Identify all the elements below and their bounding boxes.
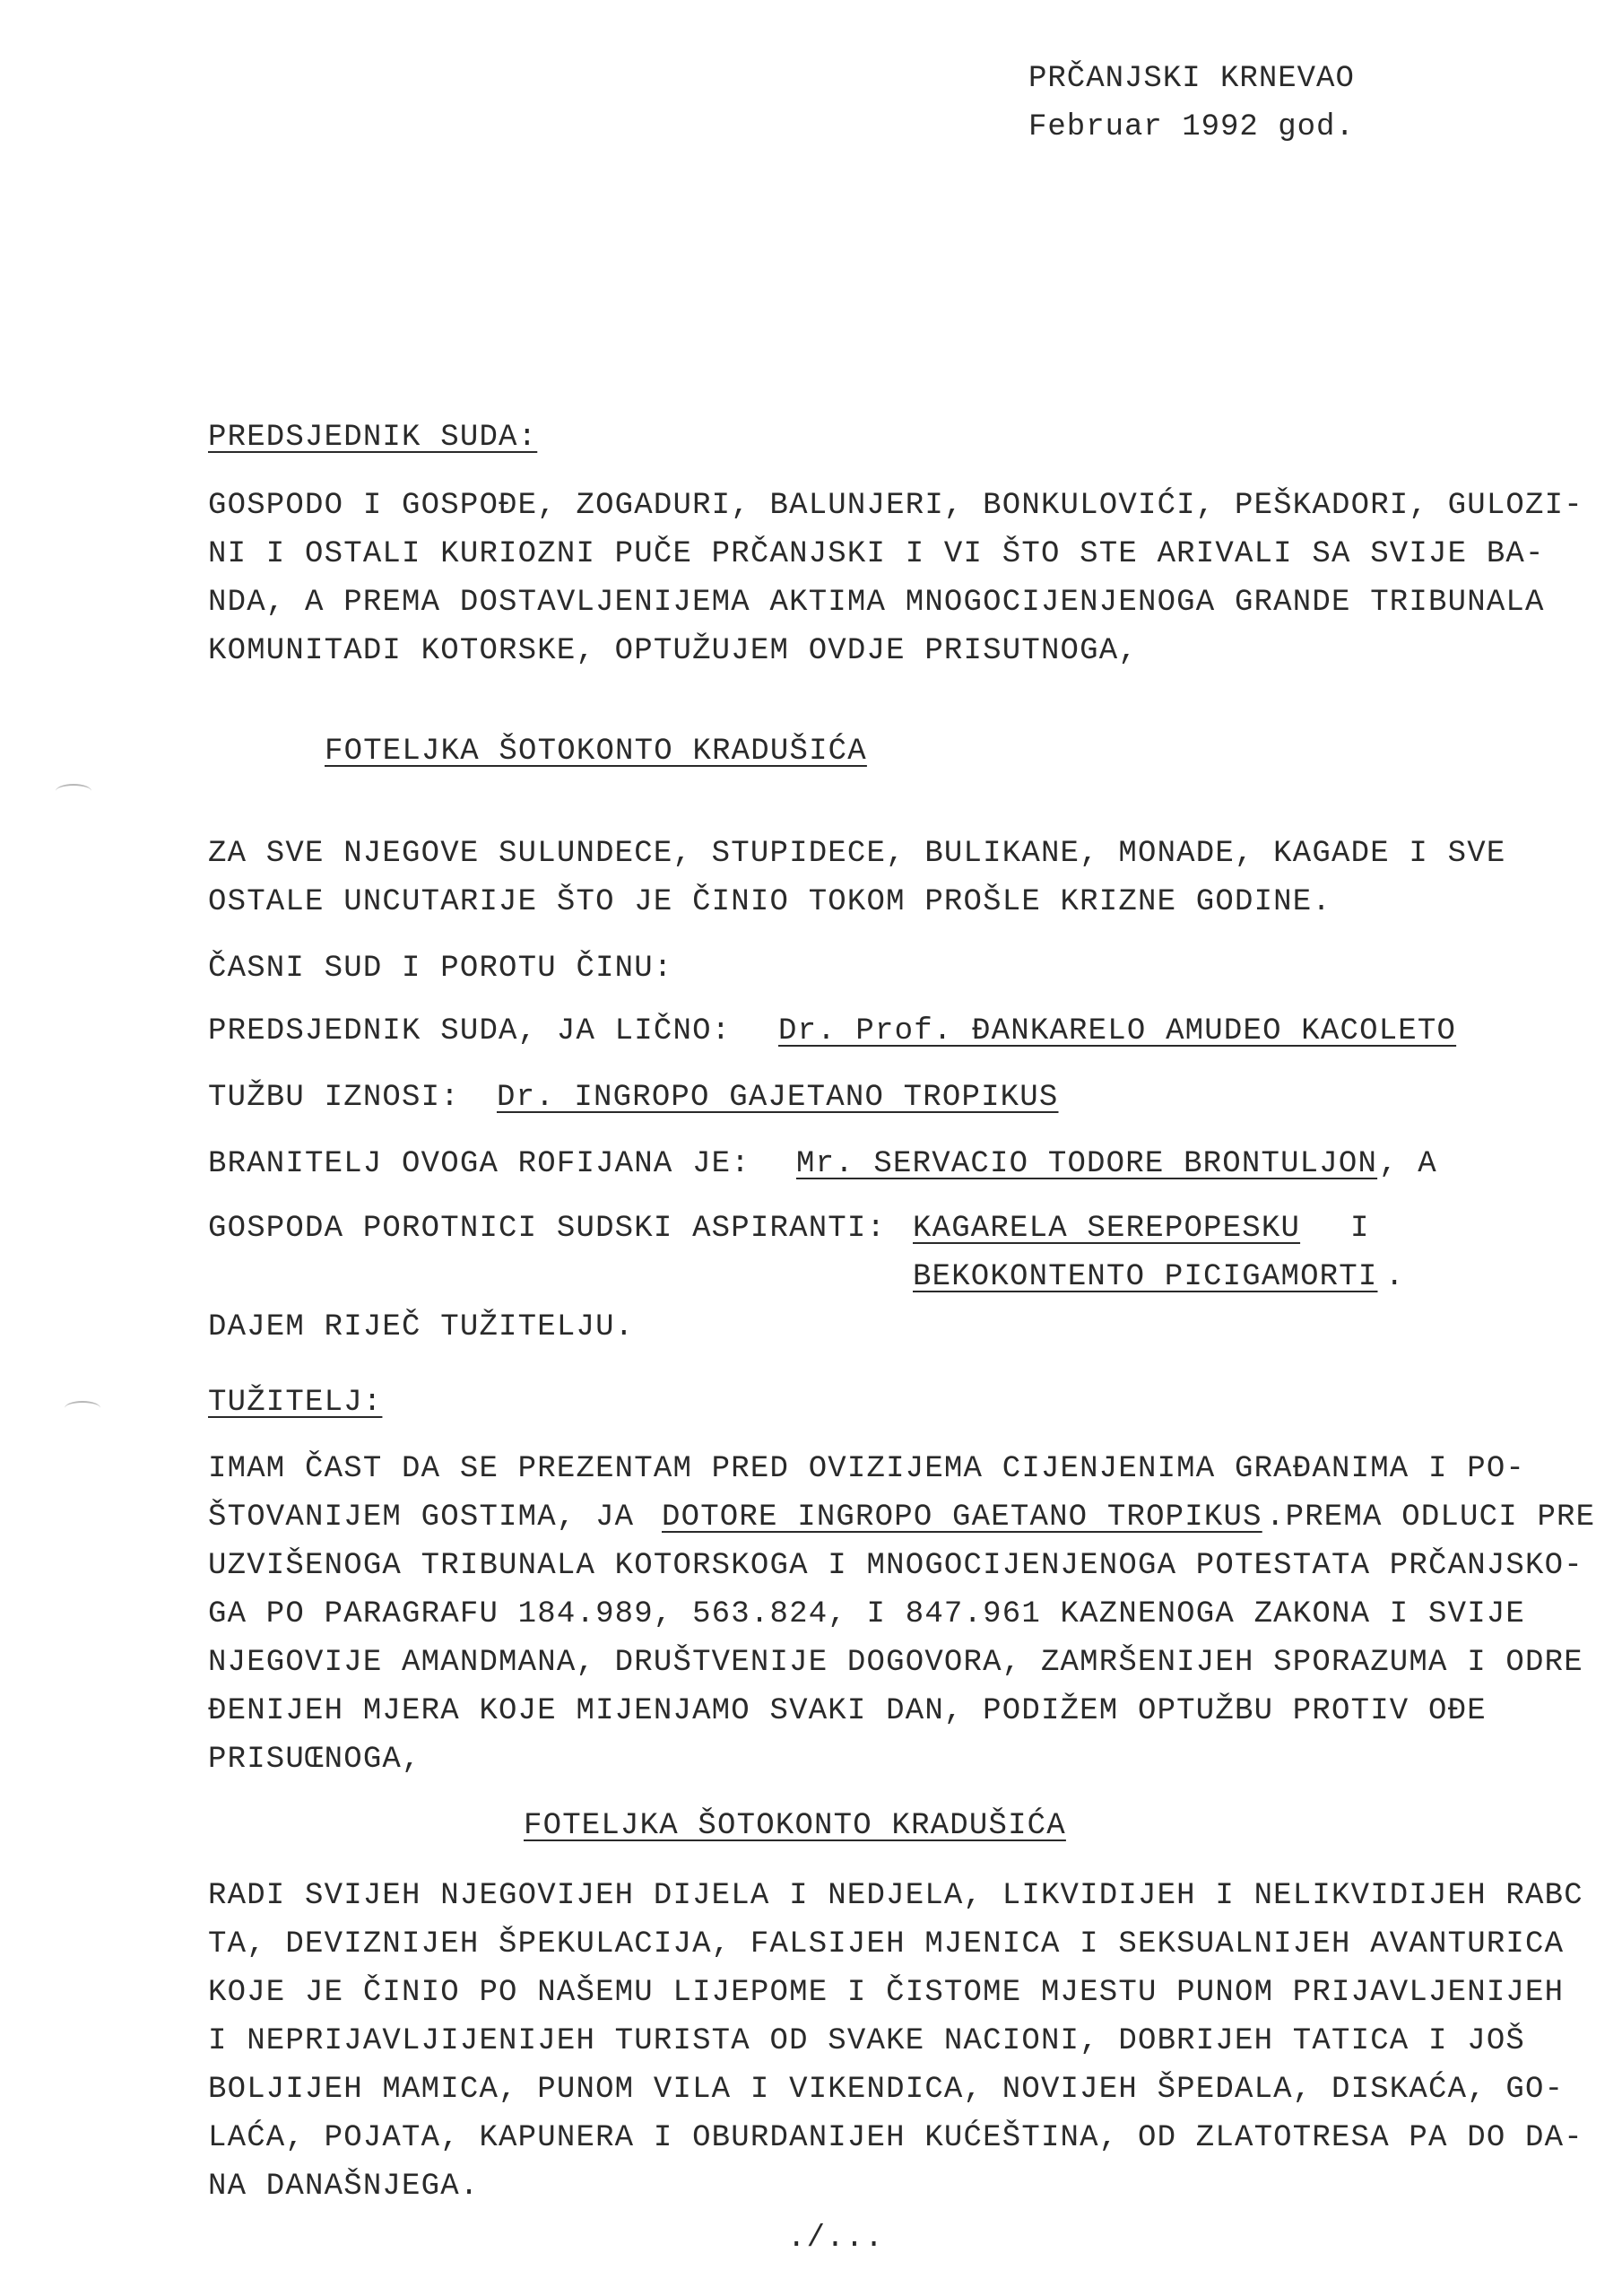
president-label: PREDSJEDNIK SUDA, JA LIČNO: [208, 1014, 732, 1048]
judge-para1-line: NI I OSTALI KURIOZNI PUČE PRČANJSKI I VI ŠTO STE ARIVALI SA SVIJE BA- [208, 537, 1545, 571]
jury-label: GOSPODA POROTNICI SUDSKI ASPIRANTI: [208, 1212, 887, 1246]
president-name: Dr. Prof. ĐANKARELO AMUDEO KACOLETO [778, 1014, 1457, 1048]
prosecutor-heading: TUŽITELJ: [208, 1386, 383, 1420]
defendant-name: FOTELJKA ŠOTOKONTO KRADUŠIĆA [524, 1809, 1066, 1843]
jury-member-name: BEKOKONTENTO PICIGAMORTI [913, 1260, 1378, 1294]
prosecutor-text-line: .PREMA ODLUCI PRE [1266, 1500, 1596, 1535]
prosecutor-text-line: ĐENIJEH MJERA KOJE MIJENJAMO SVAKI DAN, PODIŽEM OPTUŽBU PROTIV OĐE [208, 1694, 1487, 1728]
jury-end: . [1385, 1260, 1405, 1294]
prosecutor-text-line: GA PO PARAGRAFU 184.989, 563.824, I 847.961 KAZNENOGA ZAKONA I SVIJE [208, 1597, 1526, 1631]
defender-suffix: , A [1379, 1147, 1437, 1181]
judge-heading: PREDSJEDNIK SUDA: [208, 421, 538, 455]
court-intro: ČASNI SUD I POROTU ČINU: [208, 952, 673, 986]
prosecutor-text-line: UZVIŠENOGA TRIBUNALA KOTORSKOGA I MNOGOCIJENJENOGA POTESTATA PRČANJSKO- [208, 1549, 1583, 1583]
prosecutor-full-name: DOTORE INGROPO GAETANO TROPIKUS [662, 1500, 1262, 1535]
prosecutor-label: TUŽBU IZNOSI: [208, 1081, 460, 1115]
judge-para1-line: NDA, A PREMA DOSTAVLJENIJEMA AKTIMA MNOGOCIJENJENOGA GRANDE TRIBUNALA [208, 586, 1545, 620]
prosecutor-name: Dr. INGROPO GAJETANO TROPIKUS [497, 1081, 1059, 1115]
charges-line: TA, DEVIZNIJEH ŠPEKULACIJA, FALSIJEH MJENICA I SEKSUALNIJEH AVANTURICA [208, 1927, 1565, 1961]
punch-hole-mark [56, 784, 91, 798]
prosecutor-text-line: NJEGOVIJE AMANDMANA, DRUŠTVENIJE DOGOVORA, ZAMRŠENIJEH SPORAZUMA I ODRE [208, 1646, 1583, 1680]
charges-line: BOLJIJEH MAMICA, PUNOM VILA I VIKENDICA, NOVIJEH ŠPEDALA, DISKAĆA, GO- [208, 2073, 1565, 2107]
punch-hole-mark [65, 1401, 100, 1415]
closing-line: DAJEM RIJEČ TUŽITELJU. [208, 1310, 635, 1344]
judge-para1-line: GOSPODO I GOSPOĐE, ZOGADURI, BALUNJERI, BONKULOVIĆI, PEŠKADORI, GULOZI- [208, 489, 1583, 523]
charges-line: RADI SVIJEH NJEGOVIJEH DIJELA I NEDJELA, LIKVIDIJEH I NELIKVIDIJEH RABC [208, 1879, 1583, 1913]
defendant-name: FOTELJKA ŠOTOKONTO KRADUŠIĆA [325, 735, 867, 769]
judge-para2-line: OSTALE UNCUTARIJE ŠTO JE ČINIO TOKOM PROŠLE KRIZNE GODINE. [208, 885, 1331, 919]
header-place: PRČANJSKI KRNEVAO [1028, 62, 1355, 96]
judge-para1-line: KOMUNITADI KOTORSKE, OPTUŽUJEM OVDJE PRISUTNOGA, [208, 634, 1138, 668]
charges-line: I NEPRIJAVLJIJENIJEH TURISTA OD SVAKE NACIONI, DOBRIJEH TATICA I JOŠ [208, 2024, 1526, 2058]
prosecutor-text-line: PRISUŒNOGA, [208, 1743, 421, 1777]
charges-line: NA DANAŠNJEGA. [208, 2170, 480, 2204]
jury-member-name: KAGARELA SEREPOPESKU [913, 1212, 1301, 1246]
prosecutor-text-line: ŠTOVANIJEM GOSTIMA, JA [208, 1500, 635, 1535]
defender-label: BRANITELJ OVOGA ROFIJANA JE: [208, 1147, 750, 1181]
prosecutor-text-line: IMAM ČAST DA SE PREZENTAM PRED OVIZIJEMA CIJENJENIMA GRAĐANIMA I PO- [208, 1452, 1526, 1486]
charges-line: KOJE JE ČINIO PO NAŠEMU LIJEPOME I ČISTOME MJESTU PUNOM PRIJAVLJENIJEH [208, 1976, 1565, 2010]
header-date: Februar 1992 god. [1028, 110, 1355, 144]
page-continuation: ./... [787, 2222, 885, 2256]
judge-para2-line: ZA SVE NJEGOVE SULUNDECE, STUPIDECE, BULIKANE, MONADE, KAGADE I SVE [208, 837, 1506, 871]
jury-joiner: I [1350, 1212, 1370, 1246]
charges-line: LAĆA, POJATA, KAPUNERA I OBURDANIJEH KUĆEŠTINA, OD ZLATOTRESA PA DO DA- [208, 2121, 1583, 2155]
defender-name: Mr. SERVACIO TODORE BRONTULJON [796, 1147, 1378, 1181]
